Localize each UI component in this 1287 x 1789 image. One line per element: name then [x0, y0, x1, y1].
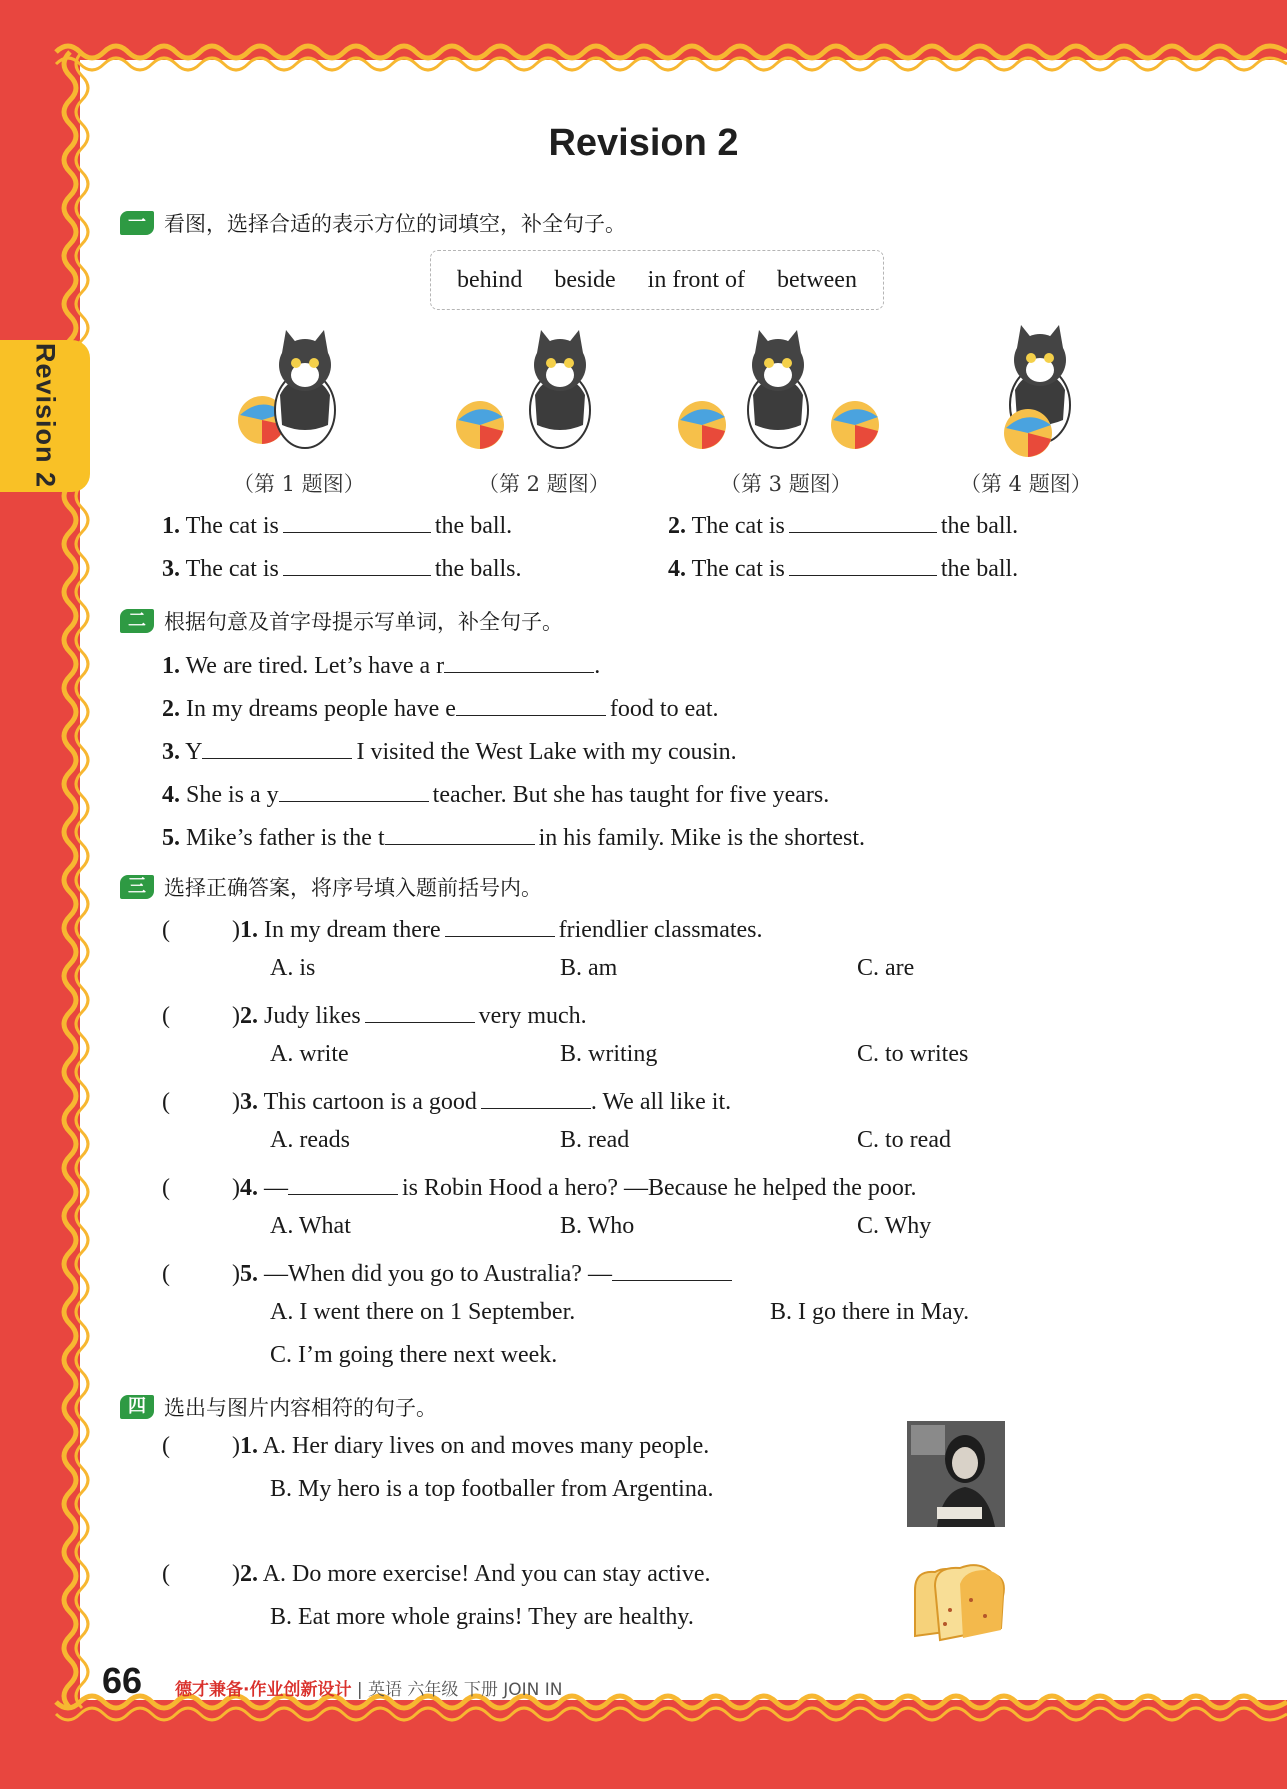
answer-blank[interactable] [288, 1170, 398, 1195]
word-option: beside [554, 266, 616, 293]
footer-subject: 英语 六年级 下册 JOIN IN [368, 1680, 563, 1700]
section-badge: 三 [120, 875, 154, 899]
option-a[interactable]: A. is [270, 955, 316, 981]
option-b[interactable]: B. Who [560, 1213, 635, 1239]
option-a[interactable]: A. I went there on 1 September. [270, 1299, 576, 1325]
side-tab-label: Revision 2 [30, 343, 61, 489]
footer-brand: 德才兼备·作业创新设计 [175, 1680, 352, 1700]
bread-icon [905, 1560, 1011, 1642]
question-3-5: ( )5. —When did you go to Australia? — [162, 1256, 736, 1288]
question-2-5: 5. Mike’s father is the t in his family. Mike is the shortest. [162, 820, 865, 852]
option-b[interactable]: B. am [560, 955, 618, 981]
image-caption: （第 2 题图） [478, 472, 610, 496]
answer-blank[interactable] [481, 1084, 591, 1109]
option-b: B. My hero is a top footballer from Argentina. [270, 1476, 714, 1502]
option-c[interactable]: C. are [857, 955, 915, 981]
option-c[interactable]: C. I’m going there next week. [270, 1342, 558, 1368]
question-1-2: 2. The cat is the ball. [668, 508, 1018, 540]
question-2-3: 3. Y I visited the West Lake with my cousin. [162, 734, 737, 766]
image-caption: （第 4 题图） [960, 472, 1092, 496]
question-3-3: ( )3. This cartoon is a good . We all like it. [162, 1084, 731, 1116]
question-3-1: ( )1. In my dream there friendlier classmates. [162, 912, 763, 944]
side-tab [0, 340, 90, 492]
answer-blank[interactable] [385, 820, 535, 845]
question-4-1: ( )1. A. Her diary lives on and moves many people. [162, 1433, 710, 1459]
answer-blank[interactable] [365, 998, 475, 1023]
cat-ball-image [450, 325, 610, 455]
cat-ball-image [230, 325, 360, 455]
footer-separator: | [356, 1680, 363, 1700]
option-c[interactable]: C. to read [857, 1127, 951, 1153]
section-4-header [120, 1392, 437, 1422]
question-1-3: 3. The cat is the balls. [162, 551, 522, 583]
answer-blank[interactable] [444, 648, 594, 673]
question-1-4: 4. The cat is the ball. [668, 551, 1018, 583]
diary-girl-photo [907, 1421, 1005, 1527]
answer-blank[interactable] [789, 508, 937, 533]
option-b[interactable]: B. writing [560, 1041, 658, 1067]
section-badge: 二 [120, 609, 154, 633]
option-b: B. Eat more whole grains! They are healthy. [270, 1604, 694, 1630]
section-instruction: 根据句意及首字母提示写单词，补全句子。 [164, 610, 563, 634]
answer-blank[interactable] [612, 1256, 732, 1281]
answer-blank[interactable] [283, 508, 431, 533]
cat-balls-image [670, 325, 890, 455]
question-2-1: 1. We are tired. Let’s have a r . [162, 648, 600, 680]
answer-blank[interactable] [789, 551, 937, 576]
section-3-header [120, 872, 542, 902]
option-a[interactable]: A. write [270, 1041, 349, 1067]
option-a[interactable]: A. reads [270, 1127, 350, 1153]
word-option: behind [457, 266, 523, 293]
page-number: 66 [102, 1660, 143, 1701]
section-1-header [120, 208, 626, 238]
section-instruction: 选择正确答案，将序号填入题前括号内。 [164, 876, 542, 900]
word-box [430, 250, 884, 310]
cat-ball-image [980, 325, 1100, 460]
section-badge: 四 [120, 1395, 154, 1419]
section-2-header [120, 606, 563, 636]
question-2-2: 2. In my dreams people have e food to eat. [162, 691, 719, 723]
image-caption: （第 1 题图） [233, 472, 365, 496]
answer-blank[interactable] [202, 734, 352, 759]
question-1-1: 1. The cat is the ball. [162, 508, 512, 540]
word-option: in front of [647, 266, 745, 293]
answer-blank[interactable] [456, 691, 606, 716]
question-4-2: ( )2. A. Do more exercise! And you can stay active. [162, 1561, 711, 1587]
option-b[interactable]: B. read [560, 1127, 630, 1153]
page-title: Revision 2 [548, 122, 739, 164]
option-c[interactable]: C. to writes [857, 1041, 969, 1067]
answer-blank[interactable] [283, 551, 431, 576]
footer-text [175, 1675, 563, 1700]
image-caption: （第 3 题图） [720, 472, 852, 496]
question-3-4: ( )4. — is Robin Hood a hero? —Because he helped the poor. [162, 1170, 917, 1202]
option-b[interactable]: B. I go there in May. [770, 1299, 970, 1325]
section-instruction: 选出与图片内容相符的句子。 [164, 1396, 437, 1420]
answer-blank[interactable] [279, 777, 429, 802]
section-instruction: 看图，选择合适的表示方位的词填空，补全句子。 [164, 212, 626, 236]
section-badge: 一 [120, 211, 154, 235]
question-3-2: ( )2. Judy likes very much. [162, 998, 587, 1030]
option-a[interactable]: A. What [270, 1213, 351, 1239]
word-option: between [777, 266, 857, 293]
option-c[interactable]: C. Why [857, 1213, 932, 1239]
question-2-4: 4. She is a y teacher. But she has taught for five years. [162, 777, 829, 809]
answer-blank[interactable] [445, 912, 555, 937]
